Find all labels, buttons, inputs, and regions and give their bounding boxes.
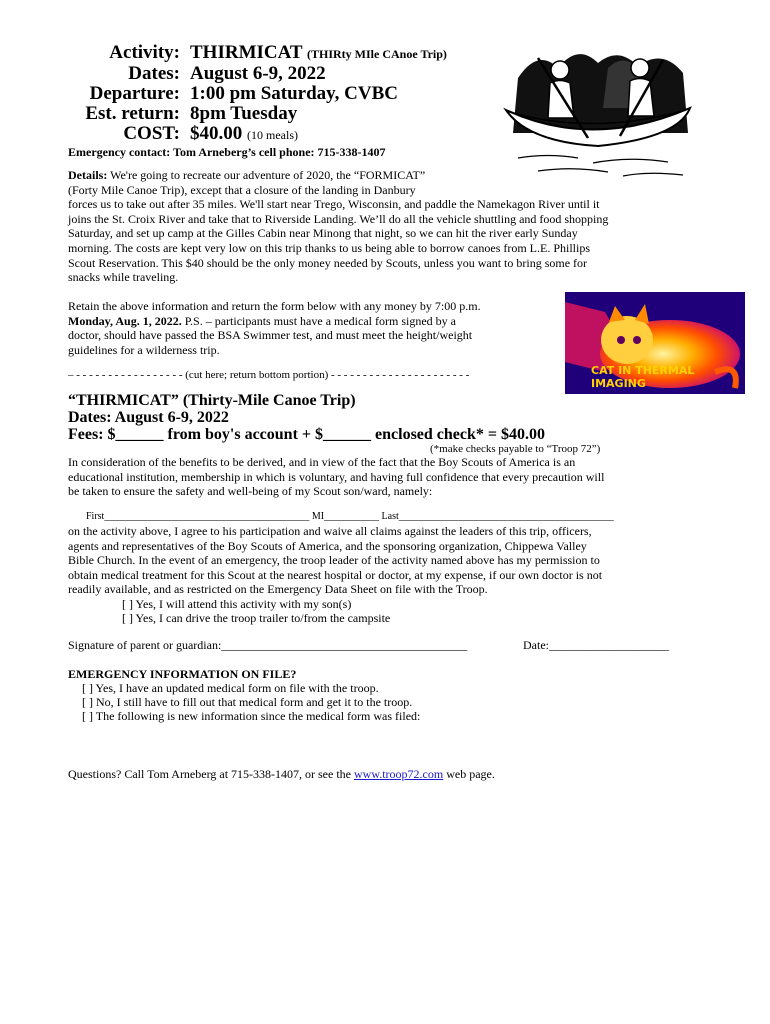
option-attend[interactable]: [ ] Yes, I will attend this activity with my son(s) [122, 597, 352, 611]
details-line-5: morning. The costs are kept very low on this trip thanks to us being able to borrow canoes from L.E. Phillips [68, 240, 591, 255]
waiver-paragraph [68, 524, 708, 597]
waiver-line-0: on the activity above, I agree to his participation and waive all claims against the leaders of this trip, officers, [68, 524, 592, 538]
emergency-heading: EMERGENCY INFORMATION ON FILE? [68, 667, 297, 681]
header-dates [60, 64, 326, 84]
retain-paragraph [68, 299, 548, 357]
activity-value: THIRMICAT [190, 42, 303, 63]
questions-text-end: web page. [443, 767, 495, 781]
cost-value: $40.00 [190, 123, 243, 144]
departure-value: 1:00 pm Saturday, CVBC [190, 83, 398, 104]
details-line-1: (Forty Mile Canoe Trip), except that a closure of the landing in Danbury [68, 182, 416, 197]
emergency-option-yes[interactable]: [ ] Yes, I have an updated medical form on file with the troop. [82, 681, 379, 695]
questions-text: Questions? Call Tom Arneberg at 715-338-1407, or see the [68, 767, 354, 781]
troop-website-link[interactable]: www.troop72.com [354, 767, 444, 781]
consideration-paragraph [68, 455, 708, 499]
retain-deadline: Monday, Aug. 1, 2022. [68, 313, 182, 328]
details-line-4: Saturday, and set up camp at the Gilles Cabin near Minong that night, so we can hit the river early Sunday [68, 226, 578, 241]
questions-line [68, 767, 495, 782]
thermal-image [565, 292, 745, 394]
dates-label: Dates: [128, 63, 180, 84]
consideration-line-1: educational institution, membership in which is voluntary, and having full confidence that every precaution will [68, 469, 605, 484]
emergency-contact: Emergency contact: Tom Arneberg’s cell phone: 715-338-1407 [68, 145, 386, 159]
signature-field[interactable]: Signature of parent or guardian:_________________________________________ [68, 638, 468, 652]
retain-line-4: guidelines for a wilderness trip. [68, 342, 220, 357]
waiver-line-4: readily available, and as restricted on the Emergency Data Sheet on file with the Troop. [68, 582, 488, 597]
emergency-option-new[interactable]: [ ] The following is new information since the medical form was filed: [82, 709, 421, 723]
option-drive[interactable]: [ ] Yes, I can drive the troop trailer to/from the campsite [122, 611, 391, 625]
thermal-caption: CAT IN THERMAL IMAGING [591, 364, 695, 390]
retain-line-2: P.S. – participants must have a medical form signed by a [181, 313, 456, 328]
details-line-7: snacks while traveling. [68, 270, 179, 285]
form-title: “THIRMICAT” (Thirty-Mile Canoe Trip) [68, 392, 356, 409]
details-line-6: Scout Reservation. This $40 should be the only money needed by Scouts, unless you want to bring some for [68, 255, 588, 270]
date-field[interactable]: Date:____________________ [523, 638, 669, 652]
departure-label: Departure: [89, 83, 180, 104]
cost-note: (10 meals) [247, 128, 298, 142]
waiver-line-3: obtain medical treatment for this Scout at the nearest hospital or doctor, at my expense, if our own doctor is not [68, 567, 603, 582]
emergency-option-no[interactable]: [ ] No, I still have to fill out that medical form and get it to the troop. [82, 695, 413, 709]
activity-note: (THIRty MIle CAnoe Trip) [307, 47, 447, 61]
canoe-illustration [498, 38, 698, 188]
retain-line-3: doctor, should have passed the BSA Swimmer test, and must meet the height/weight [68, 328, 473, 343]
header-activity [60, 43, 447, 64]
waiver-line-1: agents and representatives of the Boy Scouts of America, and the sponsoring organization, Chippewa Valley [68, 538, 587, 553]
details-paragraph [68, 168, 708, 285]
name-line[interactable]: First_________________________________________ MI___________ Last___________________________________________ [86, 511, 614, 522]
details-label: Details: [68, 168, 108, 182]
header-cost [60, 124, 298, 145]
return-value: 8pm Tuesday [190, 103, 298, 124]
details-line-3: joins the St. Croix River and take that to Riverside Landing. We’ll do all the vehicle shuttling and food shopping [68, 211, 609, 226]
waiver-line-2: Bible Church. In the event of an emergency, the troop leader of the activity named above has my permission to [68, 553, 600, 568]
header-return [60, 104, 297, 124]
form-dates: Dates: August 6-9, 2022 [68, 409, 229, 426]
form-fees[interactable]: Fees: $______ from boy's account + $______ enclosed check* = $40.00 [68, 426, 546, 443]
consideration-line-0: In consideration of the benefits to be derived, and in view of the fact that the Boy Scouts of America is an [68, 455, 576, 469]
header-departure [60, 84, 398, 104]
consideration-line-2: be taken to ensure the safety and well-being of my Scout son/ward, namely: [68, 484, 433, 499]
activity-label: Activity: [109, 42, 180, 63]
cost-label: COST: [123, 123, 180, 144]
cut-line: – - - - - - - - - - - - - - - - - - (cut here; return bottom portion) - - - - - - - - - - - - - - - - - - - - - - [68, 369, 470, 381]
retain-line-1: Retain the above information and return the form below with any money by 7:00 p.m. [68, 299, 481, 313]
fees-note: (*make checks payable to “Troop 72”) [430, 443, 601, 455]
details-line-0: We're going to recreate our adventure of 2020, the “FORMICAT” [107, 168, 426, 182]
return-label: Est. return: [85, 103, 180, 124]
dates-value: August 6-9, 2022 [190, 63, 326, 84]
details-line-2: forces us to take out after 35 miles. We'll start near Trego, Wisconsin, and paddle the Namekagon River until it [68, 197, 600, 212]
canoe-drawing [498, 38, 698, 188]
